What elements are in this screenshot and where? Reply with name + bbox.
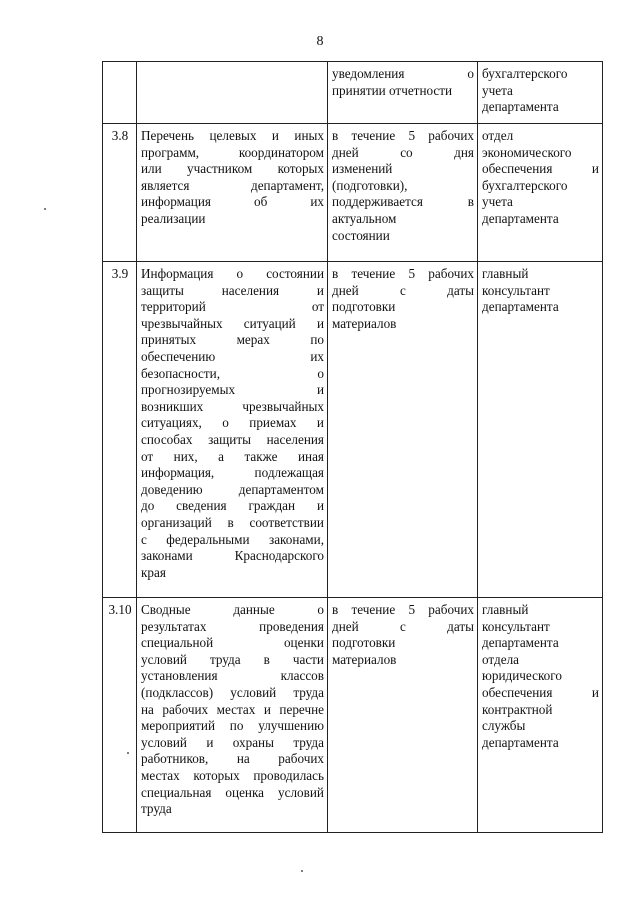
table-row [103,262,603,598]
responsible-cell-line: главный [482,602,529,617]
responsible-cell-line: консультант [482,282,550,298]
responsible-cell [478,262,603,598]
info-name-cell-line: безопасности, о [141,365,324,381]
term-cell-line: (подготовки), [332,177,408,193]
table-row [103,598,603,833]
term-cell-line: материалов [332,315,397,331]
table-row [103,124,603,262]
info-name-cell-line: или участником которых [141,161,324,177]
responsible-cell-line: юридического [482,668,562,684]
scan-speck [44,208,46,210]
responsible-cell-line: контрактной [482,701,553,717]
responsible-cell-line: обеспечения и [482,684,599,700]
term-cell-line: дней со дня [332,144,474,160]
info-name-cell-line: местах которых проводилась [141,767,324,783]
term-cell-line: материалов [332,651,397,667]
info-name-cell-line: работников, на рабочих [141,751,324,767]
responsible-cell-line: департамента [482,99,559,115]
document-table [102,61,603,833]
responsible-cell-line: службы [482,718,526,734]
info-name-cell-line: информация, подлежащая [141,465,324,481]
info-name-cell-line: Информация о состоянии [141,266,324,281]
info-name-cell-line: (подклассов) условий труда [141,684,324,700]
info-name-cell-line: установления классов [141,668,324,684]
term-cell-line: актуальном [332,210,397,226]
info-name-cell-line: реализации [141,210,206,226]
responsible-cell-line: консультант [482,618,550,634]
info-name-cell-line: труда [141,801,172,817]
page-number: 8 [316,34,324,49]
info-name-cell-line: информация об их [141,194,324,210]
scan-speck [127,752,129,754]
responsible-cell-line: отдел [482,128,514,143]
info-name-cell-line: программ, координатором [141,144,324,160]
info-name-cell [137,262,328,598]
term-cell-line: состоянии [332,227,390,243]
term-cell-line: дней с даты [332,618,474,634]
info-name-cell [137,62,328,124]
info-name-cell-line: законами Краснодарского [141,548,324,564]
term-cell-line: поддерживается в [332,194,474,210]
term-cell-line: подготовки [332,299,396,315]
term-cell-line: изменений [332,161,393,177]
responsible-cell-line: учета [482,82,513,98]
info-name-cell-line: защиты населения и [141,282,324,298]
info-name-cell-line: Перечень целевых и иных [141,128,324,143]
info-name-cell-line: организаций в соответствии [141,514,324,530]
responsible-cell-line: департамента [482,299,559,315]
term-cell-line: уведомления о [332,66,474,81]
info-name-cell-line: от них, а также иная [141,448,324,464]
info-name-cell-line: условий и охраны труда [141,734,324,750]
responsible-cell [478,62,603,124]
info-name-cell-line: прогнозируемых и [141,382,324,398]
info-name-cell-line: края [141,564,166,580]
info-name-cell-line: является департамент, [141,177,324,193]
term-cell [328,598,478,833]
info-name-cell-line: специальной оценки [141,635,324,651]
responsible-cell-line: департамента [482,210,559,226]
responsible-cell-line: департамента [482,635,559,651]
info-name-cell-line: территорий от [141,299,324,315]
table-row [103,62,603,124]
row-number: 3.9 [103,262,137,598]
info-name-cell [137,124,328,262]
info-name-cell-line: доведению департаментом [141,481,324,497]
info-name-cell-line: с федеральными законами, [141,531,324,547]
info-name-cell [137,598,328,833]
info-name-cell-line: до сведения граждан и [141,498,324,514]
row-number: 3.10 [103,598,137,833]
responsible-cell-line: экономического [482,144,572,160]
term-cell-line: дней с даты [332,282,474,298]
info-name-cell-line: на рабочих местах и перечне [141,701,324,717]
responsible-cell-line: бухгалтерского [482,66,568,81]
term-cell [328,124,478,262]
term-cell-line: в течение 5 рабочих [332,266,474,281]
responsible-cell-line: отдела [482,651,520,667]
term-cell [328,262,478,598]
info-name-cell-line: обеспечению их [141,348,324,364]
info-name-cell-line: чрезвычайных ситуаций и [141,315,324,331]
info-name-cell-line: мероприятий по улучшению [141,718,324,734]
info-name-cell-line: результатах проведения [141,618,324,634]
term-cell-line: в течение 5 рабочих [332,602,474,617]
info-name-cell-line: специальная оценка условий [141,784,324,800]
responsible-cell [478,598,603,833]
responsible-cell-line: департамента [482,734,559,750]
row-number: 3.8 [103,124,137,262]
info-name-cell-line: возникших чрезвычайных [141,398,324,414]
responsible-cell-line: бухгалтерского [482,177,568,193]
responsible-cell-line: обеспечения и [482,161,599,177]
term-cell [328,62,478,124]
term-cell-line: принятии отчетности [332,82,453,98]
responsible-cell [478,124,603,262]
term-cell-line: в течение 5 рабочих [332,128,474,143]
responsible-cell-line: главный [482,266,529,281]
term-cell-line: подготовки [332,635,396,651]
responsible-cell-line: учета [482,194,513,210]
row-number [103,62,137,124]
info-name-cell-line: принятых мерах по [141,332,324,348]
info-name-cell-line: условий труда в части [141,651,324,667]
info-name-cell-line: Сводные данные о [141,602,324,617]
info-name-cell-line: способах защиты населения [141,431,324,447]
scan-speck [301,870,303,872]
info-name-cell-line: ситуациях, о приемах и [141,415,324,431]
